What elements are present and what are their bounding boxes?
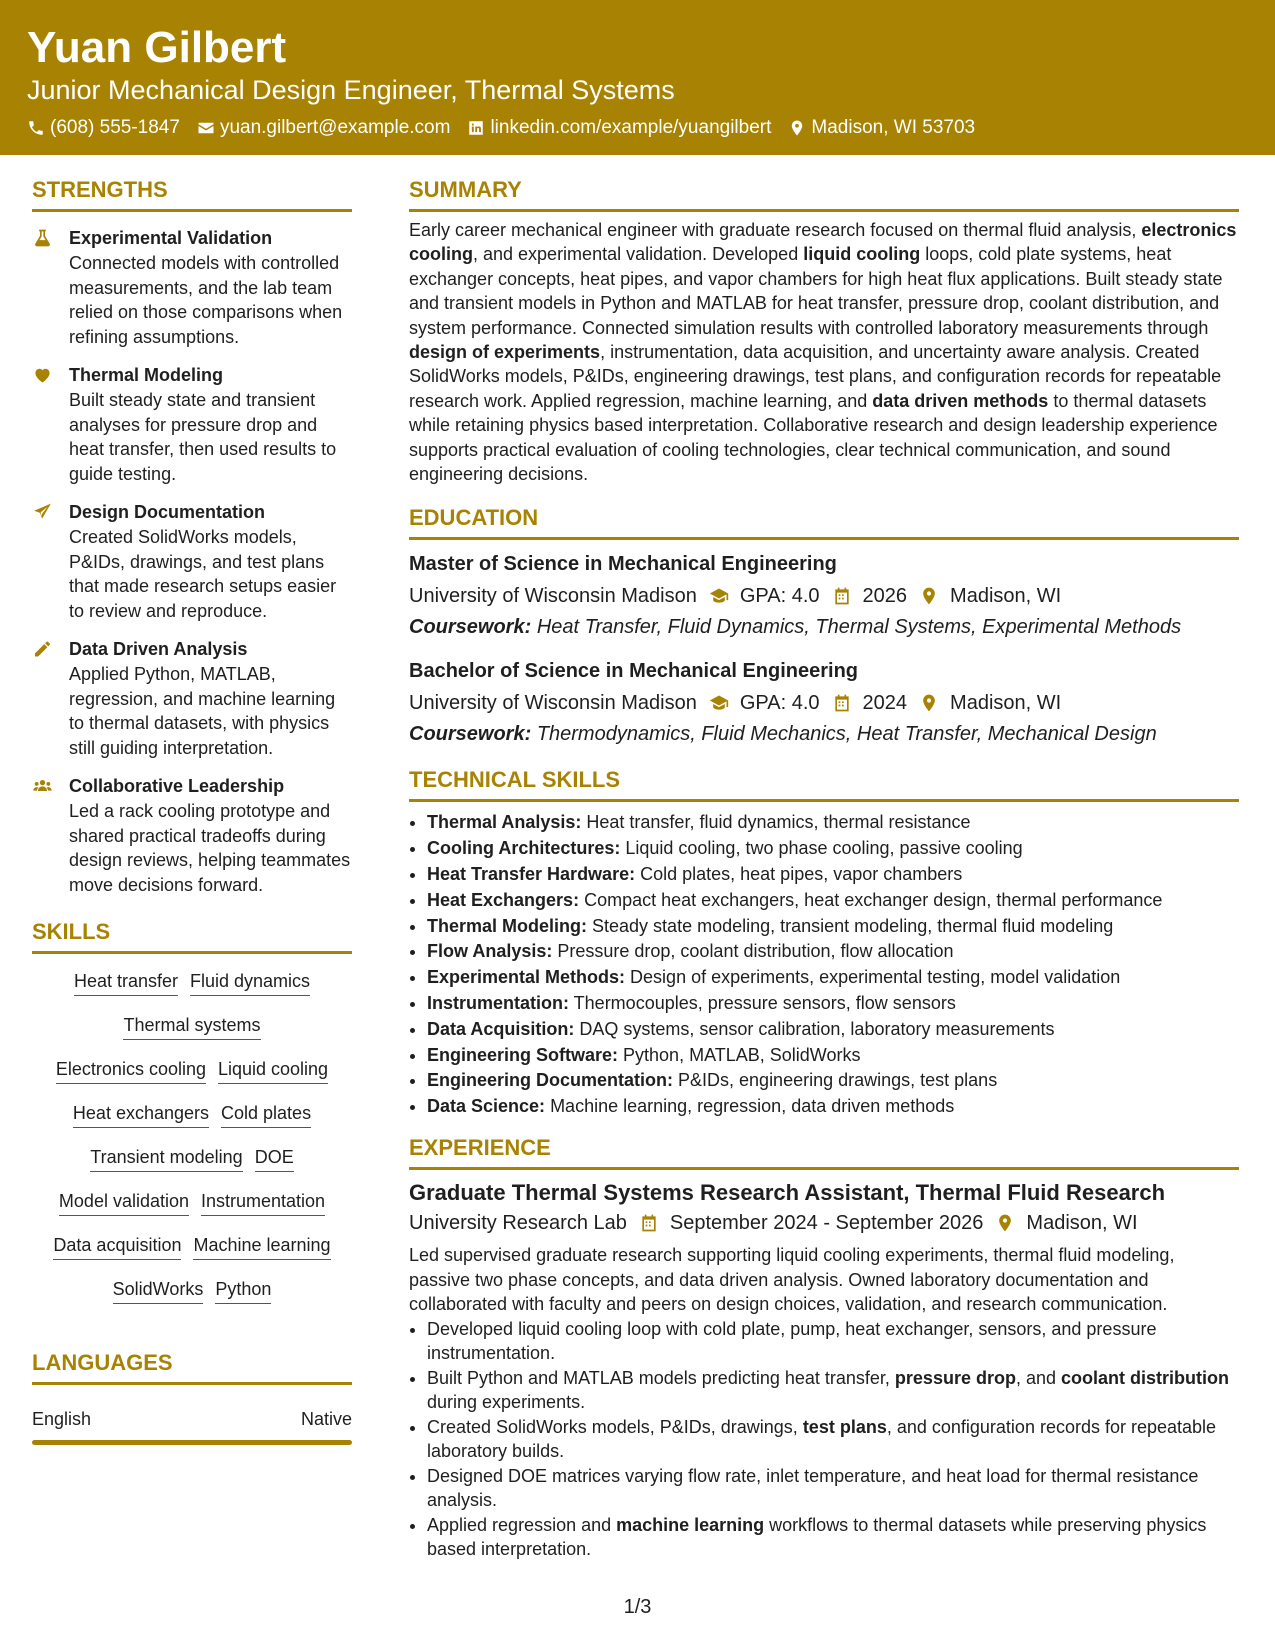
summary-heading: SUMMARY bbox=[409, 177, 522, 202]
strength-item bbox=[32, 226, 352, 349]
technical-skill-item bbox=[427, 991, 1239, 1017]
bold-text: data driven methods bbox=[872, 390, 1049, 411]
strength-title: Design Documentation bbox=[69, 502, 266, 522]
skill-category: Data Science: bbox=[427, 1096, 546, 1117]
map-pin-icon bbox=[918, 586, 940, 606]
skills-heading: SKILLS bbox=[32, 919, 111, 944]
text-run: Developed liquid cooling loop with cold plate, pump, heat exchanger, sensors, and pressure instrumentation. bbox=[427, 1318, 1157, 1364]
text-run: to thermal datasets while retaining physics based interpretation. Collaborative research and design leadership experience supports practical evaluation of cooling technologies, clear technical communication, and sound engineering decisions. bbox=[409, 390, 1218, 485]
job-bullet bbox=[427, 1464, 1239, 1513]
section-divider bbox=[409, 209, 1239, 212]
skill-values: Machine learning, regression, data driven methods bbox=[545, 1096, 955, 1117]
skill-values: Python, MATLAB, SolidWorks bbox=[618, 1044, 861, 1065]
skill-tag: Instrumentation bbox=[201, 1189, 325, 1216]
language-level: Native bbox=[300, 1409, 352, 1429]
skill-tag: Electronics cooling bbox=[56, 1057, 206, 1084]
skill-values: Cold plates, heat pipes, vapor chambers bbox=[635, 864, 963, 885]
experience-heading: EXPERIENCE bbox=[409, 1135, 551, 1161]
education-entry bbox=[409, 550, 1239, 641]
linkedin-text: linkedin.com/example/yuangilbert bbox=[490, 117, 772, 138]
job-bullet bbox=[427, 1415, 1239, 1464]
skill-tag: Data acquisition bbox=[53, 1233, 181, 1260]
degree-meta bbox=[409, 582, 1239, 610]
summary-section bbox=[409, 175, 1239, 486]
bold-text: pressure drop bbox=[894, 1367, 1016, 1388]
contact-linkedin[interactable] bbox=[467, 115, 771, 141]
strength-title: Collaborative Leadership bbox=[69, 776, 285, 796]
text-run: workflows to thermal datasets while preserving physics based interpretation. bbox=[427, 1514, 1207, 1560]
graduation-cap-icon bbox=[708, 586, 730, 606]
job-bullet bbox=[427, 1366, 1239, 1415]
map-pin-icon bbox=[994, 1213, 1016, 1233]
strengths-heading: STRENGTHS bbox=[32, 177, 168, 202]
technical-skill-item bbox=[427, 965, 1239, 991]
school-location: Madison, WI bbox=[950, 585, 1062, 608]
strength-item bbox=[32, 637, 352, 760]
candidate-title: Junior Mechanical Design Engineer, Thermal Systems bbox=[27, 75, 675, 105]
section-divider bbox=[32, 951, 352, 954]
technical-skill-item bbox=[427, 939, 1239, 965]
bold-text: test plans bbox=[802, 1416, 887, 1437]
job-bullet bbox=[427, 1317, 1239, 1366]
skill-category: Instrumentation: bbox=[427, 993, 569, 1014]
skill-tag: SolidWorks bbox=[113, 1277, 204, 1304]
technical-skill-item bbox=[427, 836, 1239, 862]
strength-item bbox=[32, 363, 352, 486]
users-icon bbox=[32, 776, 53, 796]
skill-values: Steady state modeling, transient modeling, thermal fluid modeling bbox=[587, 915, 1114, 936]
candidate-name: Yuan Gilbert bbox=[27, 23, 287, 72]
flask-icon bbox=[32, 228, 53, 248]
skill-tag: Thermal systems bbox=[123, 1013, 260, 1040]
school-location: Madison, WI bbox=[950, 692, 1062, 715]
degree-meta bbox=[409, 689, 1239, 717]
skill-tag: Heat transfer bbox=[74, 969, 178, 996]
skill-category: Flow Analysis: bbox=[427, 941, 553, 962]
phone-icon bbox=[27, 119, 45, 137]
bold-text: design of experiments bbox=[409, 342, 601, 363]
bold-text: electronics cooling bbox=[409, 220, 1237, 265]
skill-tag: Fluid dynamics bbox=[190, 969, 310, 996]
job-location: Madison, WI bbox=[1026, 1212, 1138, 1235]
strength-title: Thermal Modeling bbox=[69, 365, 224, 385]
bold-text: coolant distribution bbox=[1061, 1367, 1230, 1388]
text-run: Built Python and MATLAB models predicting heat transfer, bbox=[427, 1367, 895, 1388]
phone-text: (608) 555-1847 bbox=[50, 117, 180, 138]
contact-row bbox=[27, 115, 992, 141]
summary-text bbox=[409, 218, 1239, 486]
calendar-icon bbox=[831, 586, 853, 606]
section-divider bbox=[32, 1382, 352, 1385]
technical-skill-item bbox=[427, 1068, 1239, 1094]
skill-category: Experimental Methods: bbox=[427, 967, 626, 988]
experience-entry bbox=[409, 1178, 1239, 1562]
calendar-icon bbox=[831, 693, 853, 713]
skill-values: Compact heat exchangers, heat exchanger design, thermal performance bbox=[579, 889, 1163, 910]
technical-skill-item bbox=[427, 1094, 1239, 1120]
strength-desc: Connected models with controlled measurements, and the lab team relied on those comparisons when refining assumptions. bbox=[69, 253, 343, 347]
heart-icon bbox=[32, 365, 53, 385]
technical-skills-heading: TECHNICAL SKILLS bbox=[409, 767, 621, 793]
skill-tag: Cold plates bbox=[221, 1101, 311, 1128]
technical-skill-item bbox=[427, 914, 1239, 940]
job-meta bbox=[409, 1209, 1239, 1237]
education-section bbox=[409, 503, 1239, 748]
strengths-section bbox=[32, 175, 352, 897]
skill-values: DAQ systems, sensor calibration, laboratory measurements bbox=[574, 1018, 1055, 1039]
bold-text: liquid cooling bbox=[803, 244, 921, 265]
job-role: Graduate Thermal Systems Research Assistant, Thermal Fluid Research bbox=[409, 1180, 1166, 1206]
strength-desc: Created SolidWorks models, P&IDs, drawings, and test plans that made research setups easier to review and reproduce. bbox=[69, 527, 337, 621]
skill-values: Pressure drop, coolant distribution, flow allocation bbox=[552, 941, 954, 962]
section-divider bbox=[409, 1167, 1239, 1170]
job-bullets bbox=[409, 1317, 1239, 1562]
skill-category: Thermal Modeling: bbox=[427, 915, 588, 936]
skill-category: Cooling Architectures: bbox=[427, 838, 621, 859]
coursework-label: Coursework: bbox=[409, 616, 532, 639]
skill-values: Heat transfer, fluid dynamics, thermal resistance bbox=[581, 812, 971, 833]
skill-tag: Python bbox=[215, 1277, 271, 1304]
section-divider bbox=[32, 209, 352, 212]
section-divider bbox=[409, 799, 1239, 802]
strength-item bbox=[32, 774, 352, 897]
technical-skill-item bbox=[427, 1017, 1239, 1043]
technical-skill-item bbox=[427, 810, 1239, 836]
skills-section bbox=[32, 917, 352, 1312]
skill-category: Engineering Documentation: bbox=[427, 1070, 674, 1091]
technical-skills-list bbox=[409, 810, 1239, 1120]
skill-category: Thermal Analysis: bbox=[427, 812, 582, 833]
skill-category: Data Acquisition: bbox=[427, 1018, 575, 1039]
contact-location bbox=[788, 115, 975, 141]
skill-tag: Liquid cooling bbox=[218, 1057, 328, 1084]
degree-title: Bachelor of Science in Mechanical Engineering bbox=[409, 660, 859, 683]
language-level-bar bbox=[32, 1440, 352, 1445]
skill-tag: Transient modeling bbox=[90, 1145, 242, 1172]
skill-tag: DOE bbox=[255, 1145, 294, 1172]
graduation-year: 2024 bbox=[862, 692, 908, 715]
job-description: Led supervised graduate research supporting liquid cooling experiments, thermal fluid modeling, passive two phase concepts, and data driven analysis. Owned laboratory documentation and collaborated with faculty and peers on design choices, validation, and research communication. bbox=[409, 1245, 1175, 1315]
skill-values: P&IDs, engineering drawings, test plans bbox=[673, 1070, 998, 1091]
text-run: Designed DOE matrices varying flow rate, inlet temperature, and heat load for thermal resistance analysis. bbox=[427, 1465, 1199, 1511]
envelope-icon bbox=[197, 119, 215, 137]
linkedin-icon bbox=[467, 119, 485, 137]
skill-category: Heat Exchangers: bbox=[427, 889, 580, 910]
text-run: , and bbox=[1015, 1367, 1062, 1388]
page-number: 1/3 bbox=[623, 1596, 652, 1618]
coursework-list: Heat Transfer, Fluid Dynamics, Thermal Systems, Experimental Methods bbox=[536, 616, 1182, 639]
skills-list bbox=[32, 960, 352, 1312]
language-row bbox=[32, 1407, 352, 1431]
languages-section bbox=[32, 1348, 352, 1445]
job-bullet bbox=[427, 1513, 1239, 1562]
resume-header bbox=[0, 0, 1275, 155]
skill-values: Liquid cooling, two phase cooling, passive cooling bbox=[620, 838, 1023, 859]
languages-heading: LANGUAGES bbox=[32, 1350, 173, 1375]
coursework-label: Coursework: bbox=[409, 723, 532, 746]
email-text: yuan.gilbert@example.com bbox=[219, 117, 451, 138]
employer: University Research Lab bbox=[409, 1212, 627, 1235]
skill-tag: Machine learning bbox=[193, 1233, 330, 1260]
skill-tag: Heat exchangers bbox=[73, 1101, 209, 1128]
strength-title: Experimental Validation bbox=[69, 228, 273, 248]
gpa: GPA: 4.0 bbox=[739, 692, 820, 715]
job-dates: September 2024 - September 2026 bbox=[669, 1212, 984, 1235]
graduation-year: 2026 bbox=[862, 585, 908, 608]
coursework bbox=[409, 720, 1239, 748]
technical-skill-item bbox=[427, 1043, 1239, 1069]
section-divider bbox=[409, 537, 1239, 540]
skill-tag: Model validation bbox=[59, 1189, 189, 1216]
education-heading: EDUCATION bbox=[409, 505, 539, 531]
school-name: University of Wisconsin Madison bbox=[409, 585, 697, 608]
paper-plane-icon bbox=[32, 502, 53, 522]
location-text: Madison, WI 53703 bbox=[811, 117, 976, 138]
text-run: Early career mechanical engineer with graduate research focused on thermal fluid analysis, bbox=[409, 220, 1142, 240]
contact-email[interactable] bbox=[197, 115, 451, 141]
contact-phone[interactable] bbox=[27, 115, 180, 141]
coursework bbox=[409, 613, 1239, 641]
graduation-cap-icon bbox=[708, 693, 730, 713]
skill-values: Design of experiments, experimental testing, model validation bbox=[625, 967, 1121, 988]
calendar-icon bbox=[638, 1213, 660, 1233]
text-run: during experiments. bbox=[427, 1392, 586, 1413]
strength-desc: Applied Python, MATLAB, regression, and machine learning to thermal datasets, with physics still guiding interpretation. bbox=[69, 664, 336, 758]
degree-title: Master of Science in Mechanical Engineering bbox=[409, 553, 837, 576]
left-column bbox=[32, 175, 352, 1445]
skill-values: Thermocouples, pressure sensors, flow sensors bbox=[569, 993, 956, 1014]
technical-skill-item bbox=[427, 888, 1239, 914]
text-run: , and experimental validation. Developed bbox=[473, 244, 804, 265]
text-run: Created SolidWorks models, P&IDs, drawings, bbox=[427, 1416, 803, 1437]
pencil-icon bbox=[32, 639, 53, 659]
right-column bbox=[409, 175, 1239, 1562]
skill-category: Engineering Software: bbox=[427, 1044, 619, 1065]
strength-desc: Built steady state and transient analyses for pressure drop and heat transfer, then used results to guide testing. bbox=[69, 390, 337, 484]
strength-title: Data Driven Analysis bbox=[69, 639, 248, 659]
text-run: , instrumentation, data acquisition, and uncertainty aware analysis. Created SolidWorks models, P&IDs, engineering drawings, test plans, and configuration records for repeatable research work. Applied regression, machine learning, and bbox=[409, 342, 1222, 411]
gpa: GPA: 4.0 bbox=[739, 585, 820, 608]
school-name: University of Wisconsin Madison bbox=[409, 692, 697, 715]
strength-item bbox=[32, 500, 352, 623]
map-pin-icon bbox=[788, 119, 806, 137]
text-run: loops, cold plate systems, heat exchanger concepts, heat pipes, and vapor chambers for high heat flux applications. Built steady state and transient models in Python and MATLAB for heat transfer, pressure drop, coolant distribution, and system performance. Connected simulation results with controlled laboratory measurements through bbox=[409, 244, 1223, 338]
education-entry bbox=[409, 657, 1239, 748]
language-name: English bbox=[32, 1409, 92, 1429]
map-pin-icon bbox=[918, 693, 940, 713]
experience-section bbox=[409, 1133, 1239, 1562]
strength-desc: Led a rack cooling prototype and shared practical tradeoffs during design reviews, helping teammates move decisions forward. bbox=[69, 801, 351, 895]
technical-skill-item bbox=[427, 862, 1239, 888]
bold-text: machine learning bbox=[616, 1514, 765, 1535]
text-run: Applied regression and bbox=[427, 1514, 617, 1535]
skill-category: Heat Transfer Hardware: bbox=[427, 864, 636, 885]
technical-skills-section bbox=[409, 765, 1239, 1120]
coursework-list: Thermodynamics, Fluid Mechanics, Heat Transfer, Mechanical Design bbox=[536, 723, 1157, 746]
text-run: , and configuration records for repeatable laboratory builds. bbox=[427, 1416, 1217, 1462]
